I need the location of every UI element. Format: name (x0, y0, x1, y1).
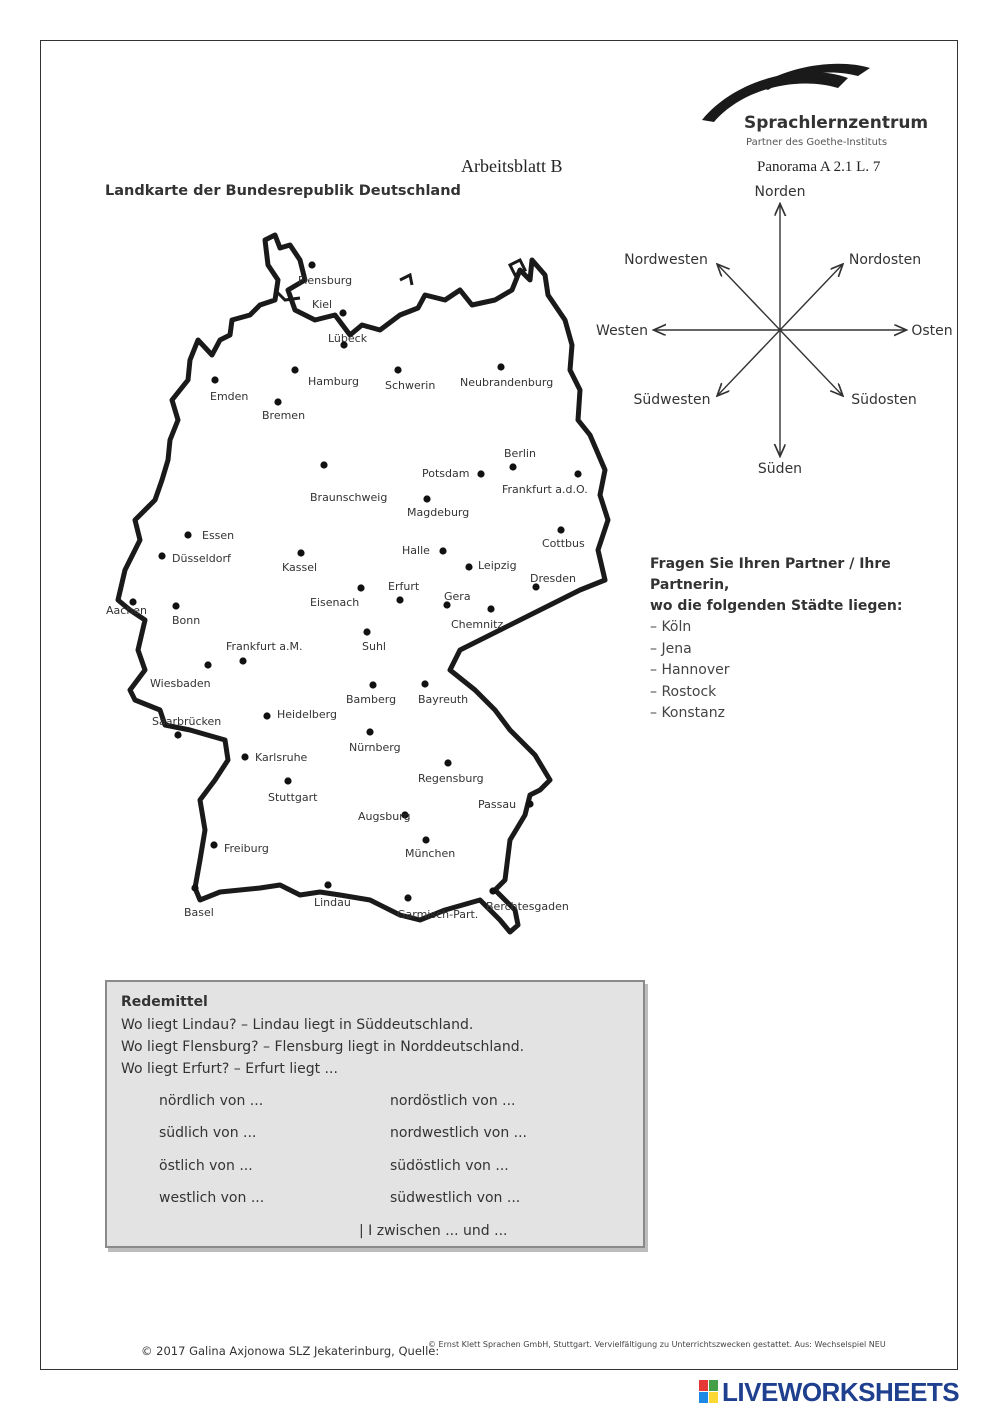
city-label: Potsdam (422, 467, 470, 480)
city-dot (423, 495, 430, 502)
city-dot (526, 800, 533, 807)
city-label: Garmisch-Part. (397, 908, 479, 921)
city-dot (191, 884, 198, 891)
city-label: Freiburg (224, 842, 269, 855)
city-dot (204, 661, 211, 668)
partner-questions (650, 554, 950, 725)
city-dot (557, 526, 564, 533)
city-dot (394, 366, 401, 373)
city-dot (444, 759, 451, 766)
compass-south-label: Süden (757, 461, 803, 477)
question-item: – Köln (650, 619, 692, 635)
city-dot (241, 753, 248, 760)
city-dot (274, 398, 281, 405)
arrow-northwest (718, 265, 780, 330)
city-label: Neubrandenburg (460, 376, 554, 389)
redemittel-line: Wo liegt Flensburg? – Flensburg liegt in Norddeutschland. (121, 1039, 525, 1055)
city-dot (297, 549, 304, 556)
city-label: Lindau (314, 896, 351, 909)
city-dot (509, 463, 516, 470)
arrow-southwest (718, 330, 780, 395)
city-label: Heidelberg (277, 708, 337, 721)
city-dot (172, 602, 179, 609)
city-label: Halle (402, 544, 430, 557)
redemittel-line: Wo liegt Lindau? – Lindau liegt in Süddeutschland. (121, 1017, 474, 1033)
city-label: Chemnitz (451, 618, 504, 631)
city-dot (477, 470, 484, 477)
compass-west-label: Westen (596, 323, 648, 339)
city-dot (439, 547, 446, 554)
city-label: Magdeburg (407, 506, 470, 519)
arrow-northeast (780, 265, 842, 330)
city-dot (422, 836, 429, 843)
map-title: Landkarte der Bundesrepublik Deutschland (105, 183, 461, 199)
phrase-left: westlich von ... (159, 1190, 265, 1206)
city-dot (263, 712, 270, 719)
city-label: Frankfurt a.M. (226, 640, 303, 653)
phrase-right: nordwestlich von ... (390, 1125, 528, 1141)
questions-title-line1: Fragen Sie Ihren Partner / Ihre Partnerin, (650, 556, 891, 593)
city-label: Braunschweig (310, 491, 388, 504)
city-label: Lübeck (328, 332, 368, 345)
questions-title-line2: wo die folgenden Städte liegen: (650, 598, 903, 614)
city-dot (396, 596, 403, 603)
city-label: Bremen (262, 409, 306, 422)
city-dot (239, 657, 246, 664)
phrase-between: | I zwischen ... und ... (359, 1223, 508, 1239)
city-dot (339, 309, 346, 316)
city-dot (465, 563, 472, 570)
city-dot (211, 376, 218, 383)
city-label: Aachen (106, 604, 148, 617)
city-label: Cottbus (542, 537, 585, 550)
city-dot (284, 777, 291, 784)
phrase-left: östlich von ... (159, 1158, 253, 1174)
city-label: Suhl (362, 640, 386, 653)
city-label: Emden (210, 390, 249, 403)
city-dot (210, 841, 217, 848)
footer-copyright: © 2017 Galina Axjonowa SLZ Jekaterinburg, Quelle: (141, 1344, 440, 1358)
worksheet-title: Arbeitsblatt B (461, 156, 563, 176)
city-dot (369, 681, 376, 688)
city-dot (489, 887, 496, 894)
city-label: Basel (184, 906, 214, 919)
city-dot (357, 584, 364, 591)
redemittel-title: Redemittel (121, 994, 208, 1010)
redemittel-box (105, 980, 645, 1248)
city-label: Eisenach (310, 596, 360, 609)
city-label: Hamburg (308, 375, 359, 388)
city-label: Leipzig (478, 559, 517, 572)
city-label: Düsseldorf (172, 552, 231, 565)
city-label: Berchtesgaden (486, 900, 569, 913)
worksheet-reference: Panorama A 2.1 L. 7 (757, 159, 881, 175)
question-item: – Konstanz (650, 705, 725, 721)
phrase-right: nordöstlich von ... (390, 1093, 516, 1109)
compass-rose (590, 175, 970, 485)
city-dot (174, 731, 181, 738)
phrase-left: südlich von ... (159, 1125, 257, 1141)
city-label: Regensburg (418, 772, 484, 785)
city-label: Schwerin (385, 379, 436, 392)
compass-southeast-label: Südosten (851, 392, 917, 408)
city-dot (574, 470, 581, 477)
city-label: Augsburg (358, 810, 411, 823)
city-dot (366, 728, 373, 735)
city-dot (421, 680, 428, 687)
city-label: Stuttgart (268, 791, 318, 804)
question-item: – Rostock (650, 683, 717, 700)
compass-east-label: Osten (911, 323, 953, 339)
city-dot (291, 366, 298, 373)
city-label: Kiel (312, 298, 333, 311)
footer-source: © Ernst Klett Sprachen GmbH, Stuttgart. Vervielfältigung zu Unterrichtszwecken gestattet. Aus: Wechselspiel NEU (428, 1340, 886, 1349)
city-dot (497, 363, 504, 370)
germany-map (100, 220, 620, 950)
question-item: – Jena (650, 640, 692, 657)
city-label: Wiesbaden (150, 677, 211, 690)
city-dot (158, 552, 165, 559)
city-label: Nürnberg (349, 741, 401, 754)
compass-northeast-label: Nordosten (848, 252, 922, 268)
city-label: Essen (202, 529, 235, 542)
liveworksheets-brand: LIVEWORKSHEETS (722, 1377, 960, 1407)
city-dot (404, 894, 411, 901)
city-label: Erfurt (388, 580, 420, 593)
city-dot (320, 461, 327, 468)
compass-north-label: Norden (754, 184, 806, 200)
city-dot (363, 628, 370, 635)
city-label: Bonn (172, 614, 201, 627)
phrase-right: südwestlich von ... (390, 1190, 521, 1206)
compass-northwest-label: Nordwesten (624, 252, 708, 268)
city-label: Karlsruhe (255, 751, 308, 764)
phrase-right: südöstlich von ... (390, 1158, 509, 1174)
city-label: Dresden (530, 572, 576, 585)
city-label: Frankfurt a.d.O. (502, 483, 588, 496)
city-label: Bamberg (346, 693, 397, 706)
arrow-southeast (780, 330, 842, 395)
liveworksheets-logo-icon (698, 1377, 720, 1407)
compass-southwest-label: Südwesten (633, 392, 711, 408)
phrase-left: nördlich von ... (159, 1093, 264, 1109)
city-dot (324, 881, 331, 888)
city-dot (308, 261, 315, 268)
city-label: Saarbrücken (152, 715, 222, 728)
city-label: Flensburg (298, 274, 353, 287)
city-label: München (405, 847, 456, 860)
logo-name: Sprachlernzentrum (744, 113, 929, 133)
city-label: Passau (478, 798, 517, 811)
city-label: Gera (444, 590, 471, 603)
city-dot (487, 605, 494, 612)
redemittel-line: Wo liegt Erfurt? – Erfurt liegt ... (121, 1061, 338, 1077)
question-item: – Hannover (650, 662, 730, 678)
city-label: Berlin (504, 447, 536, 460)
logo-subtitle: Partner des Goethe-Instituts (746, 137, 888, 148)
city-label: Bayreuth (418, 693, 469, 706)
city-label: Kassel (282, 561, 318, 574)
city-dot (184, 531, 191, 538)
